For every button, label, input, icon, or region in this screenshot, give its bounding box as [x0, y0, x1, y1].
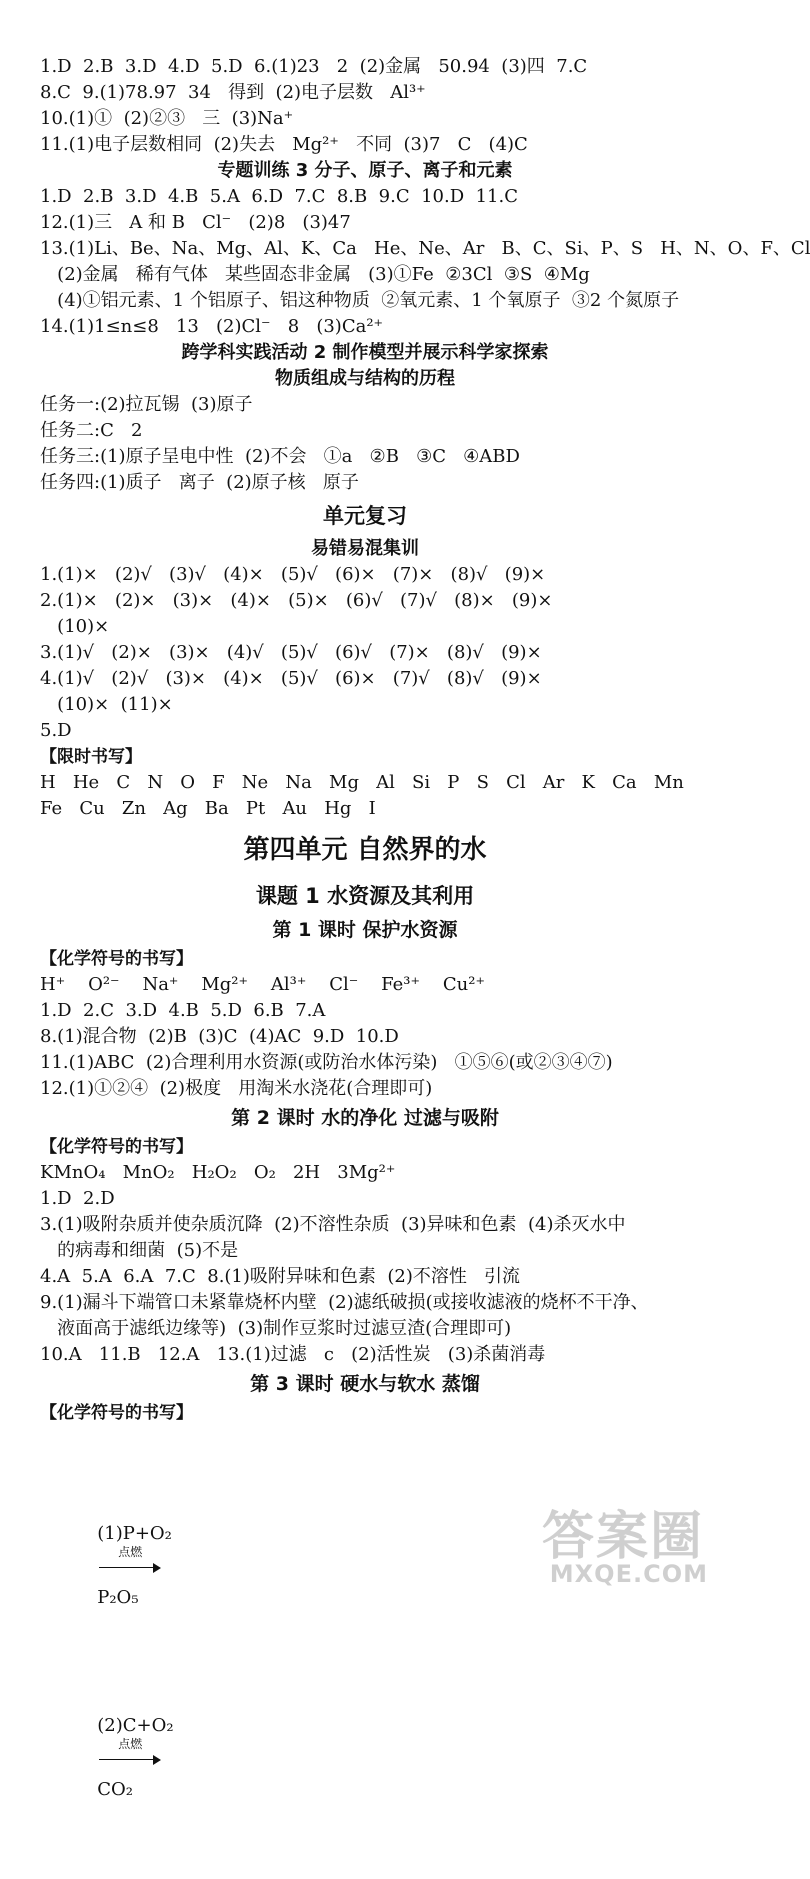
lesson-title: [40, 878, 690, 914]
line-text: 任务二:C 2: [40, 420, 143, 441]
line-text: 【限时书写】: [40, 747, 142, 767]
writing-tag: [40, 1134, 690, 1160]
review-heading: [40, 496, 690, 536]
line-text: 8.(1)混合物 (2)B (3)C (4)AC 9.D 10.D: [40, 1026, 399, 1047]
line-text: 易错易混集训: [311, 538, 419, 559]
answer-line: [40, 418, 690, 444]
section-heading: [40, 536, 690, 562]
reaction-condition: 点燃: [118, 1545, 143, 1559]
answer-line: [40, 184, 690, 210]
answer-line: [40, 588, 690, 614]
line-text: 14.(1)1≤n≤8 13 (2)Cl⁻ 8 (3)Ca²⁺: [40, 316, 384, 337]
reaction-arrow-icon: [99, 1737, 161, 1765]
line-text: 3.(1)√ (2)× (3)× (4)√ (5)√ (6)√ (7)× (8)√ (9)×: [40, 642, 542, 663]
answer-line: [40, 1290, 690, 1316]
line-text: (4)①铝元素、1 个铝原子、铝这种物质 ②氧元素、1 个氧原子 ③2 个氮原子: [40, 290, 680, 311]
watermark-text: 答案圈: [541, 1507, 704, 1567]
line-text: 11.(1)电子层数相同 (2)失去 Mg²⁺ 不同 (3)7 C (4)C: [40, 134, 528, 155]
answer-line: [40, 998, 690, 1024]
line-text: 4.(1)√ (2)√ (3)× (4)× (5)√ (6)× (7)√ (8)√ (9)×: [40, 668, 542, 689]
answer-line: [40, 262, 690, 288]
line-text: 液面高于滤纸边缘等) (3)制作豆浆时过滤豆渣(合理即可): [40, 1318, 512, 1339]
answer-line: [40, 1238, 690, 1264]
period-title: [40, 914, 690, 946]
answer-line: [40, 288, 690, 314]
equation-2-reactants: (2)C+O₂: [97, 1715, 174, 1736]
line-text: (10)×: [40, 616, 110, 637]
answer-line: [40, 80, 690, 106]
answer-line: [40, 470, 690, 496]
line-text: 【化学符号的书写】: [40, 1137, 193, 1157]
answer-line: [40, 640, 690, 666]
line-text: (10)× (11)×: [40, 694, 173, 715]
answer-line: [40, 614, 690, 640]
line-text: 任务四:(1)质子 离子 (2)原子核 原子: [40, 472, 359, 493]
line-text: 1.D 2.B 3.D 4.B 5.A 6.D 7.C 8.B 9.C 10.D 11.C: [40, 186, 518, 207]
answer-line: [40, 770, 690, 796]
line-text: 9.(1)漏斗下端管口未紧靠烧杯内壁 (2)滤纸破损(或接收滤液的烧杯不干净、: [40, 1292, 649, 1313]
reaction-condition: 点燃: [118, 1737, 143, 1751]
line-text: 2.(1)× (2)× (3)× (4)× (5)× (6)√ (7)√ (8)× (9)×: [40, 590, 553, 611]
answer-line: [40, 54, 690, 80]
line-text: H He C N O F Ne Na Mg Al Si P S Cl Ar K Ca Mn: [40, 772, 684, 793]
line-text: 1.D 2.C 3.D 4.B 5.D 6.B 7.A: [40, 1000, 326, 1021]
unit-title: [40, 822, 690, 878]
line-text: 第 1 课时 保护水资源: [272, 919, 458, 941]
line-text: 单元复习: [323, 504, 407, 528]
line-text: 【化学符号的书写】: [40, 949, 193, 969]
answer-line: [40, 692, 690, 718]
answer-page: [40, 54, 810, 1426]
line-text: 12.(1)三 A 和 B Cl⁻ (2)8 (3)47: [40, 212, 351, 233]
line-text: 12.(1)①②④ (2)极度 用淘米水浇花(合理即可): [40, 1078, 433, 1099]
answer-line: [40, 1264, 690, 1290]
watermark-url: MXQE.COM: [549, 1560, 708, 1588]
answer-line: [40, 444, 690, 470]
answer-line: [40, 1050, 690, 1076]
reaction-arrow-icon: [99, 1545, 161, 1573]
writing-tag: [40, 946, 690, 972]
line-text: 第四单元 自然界的水: [243, 835, 487, 865]
answer-line: [40, 1024, 690, 1050]
line-text: 1.(1)× (2)√ (3)√ (4)× (5)√ (6)× (7)× (8)√ (9)×: [40, 564, 546, 585]
line-text: 1.D 2.D: [40, 1188, 115, 1209]
period-title: [40, 1102, 690, 1134]
writing-tag: [40, 744, 690, 770]
answer-line: [40, 236, 810, 262]
equation-1-product: P₂O₅: [97, 1587, 139, 1608]
line-text: 8.C 9.(1)78.97 34 得到 (2)电子层数 Al³⁺: [40, 82, 426, 103]
answer-line: [40, 1316, 690, 1342]
answer-line: [40, 210, 690, 236]
line-text: 10.A 11.B 12.A 13.(1)过滤 c (2)活性炭 (3)杀菌消毒: [40, 1344, 546, 1365]
equation-1-reactants: (1)P+O₂: [97, 1523, 172, 1544]
writing-tag: [40, 1400, 690, 1426]
line-text: 跨学科实践活动 2 制作模型并展示科学家探索: [181, 342, 549, 363]
line-text: 专题训练 3 分子、原子、离子和元素: [217, 160, 513, 181]
line-text: Fe Cu Zn Ag Ba Pt Au Hg I: [40, 798, 376, 819]
answer-line: [40, 1186, 690, 1212]
line-text: 课题 1 水资源及其利用: [255, 884, 475, 908]
line-text: 4.A 5.A 6.A 7.C 8.(1)吸附异味和色素 (2)不溶性 引流: [40, 1266, 521, 1287]
answer-line: [40, 314, 690, 340]
section-heading: [40, 158, 690, 184]
line-text: 物质组成与结构的历程: [275, 368, 455, 389]
answer-line: [40, 666, 690, 692]
line-text: (2)金属 稀有气体 某些固态非金属 (3)①Fe ②3Cl ③S ④Mg: [40, 264, 590, 285]
line-text: H⁺ O²⁻ Na⁺ Mg²⁺ Al³⁺ Cl⁻ Fe³⁺ Cu²⁺: [40, 974, 485, 995]
line-text: 11.(1)ABC (2)合理利用水资源(或防治水体污染) ①⑤⑥(或②③④⑦): [40, 1052, 613, 1073]
answer-line: [40, 1160, 690, 1186]
line-text: 【化学符号的书写】: [40, 1403, 193, 1423]
equation-1: [63, 1486, 172, 1646]
period-title: [40, 1368, 690, 1400]
answer-line: [40, 796, 690, 822]
line-text: 3.(1)吸附杂质并使杂质沉降 (2)不溶性杂质 (3)异味和色素 (4)杀灭水中: [40, 1214, 626, 1235]
line-text: 第 3 课时 硬水与软水 蒸馏: [250, 1373, 480, 1395]
answer-line: [40, 106, 690, 132]
answer-line: [40, 972, 690, 998]
section-heading: [40, 340, 690, 366]
answer-line: [40, 1076, 690, 1102]
section-heading: [40, 366, 690, 392]
line-text: 的病毒和细菌 (5)不是: [40, 1240, 239, 1261]
equation-2: [63, 1678, 174, 1838]
line-text: KMnO₄ MnO₂ H₂O₂ O₂ 2H 3Mg²⁺: [40, 1162, 396, 1183]
line-text: 5.D: [40, 720, 72, 741]
answer-line: [40, 392, 690, 418]
line-text: 任务一:(2)拉瓦锡 (3)原子: [40, 394, 253, 415]
answer-line: [40, 1342, 690, 1368]
line-text: 1.D 2.B 3.D 4.D 5.D 6.(1)23 2 (2)金属 50.94 (3)四 7.C: [40, 56, 588, 77]
line-text: 13.(1)Li、Be、Na、Mg、Al、K、Ca He、Ne、Ar B、C、Si、P、S H、N、O、F、Cl: [40, 238, 810, 259]
answer-line: [40, 562, 690, 588]
equation-2-product: CO₂: [97, 1779, 133, 1800]
line-text: 任务三:(1)原子呈电中性 (2)不会 ①a ②B ③C ④ABD: [40, 446, 520, 467]
answer-line: [40, 718, 690, 744]
watermark-logo: [524, 1494, 714, 1594]
answer-line: [40, 1212, 690, 1238]
line-text: 10.(1)① (2)②③ 三 (3)Na⁺: [40, 108, 294, 129]
line-text: 第 2 课时 水的净化 过滤与吸附: [231, 1107, 499, 1129]
answer-line: [40, 132, 690, 158]
